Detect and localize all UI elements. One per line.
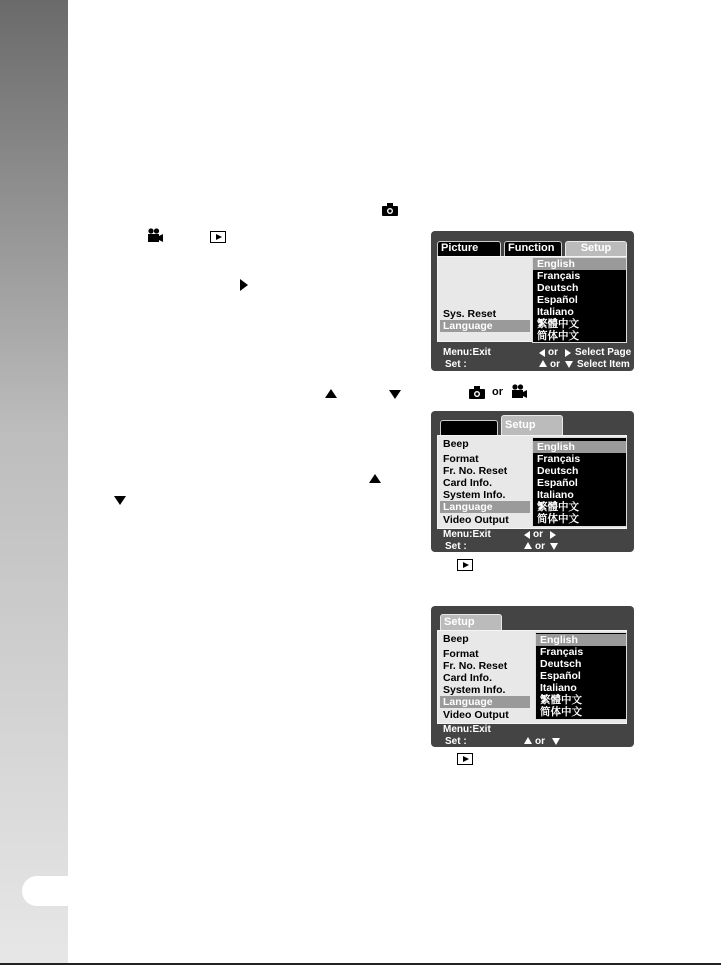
language-option[interactable]: 简体中文 — [537, 513, 579, 525]
menu-item-language[interactable]: Language — [440, 696, 530, 708]
menu-tabs — [440, 420, 566, 435]
language-option[interactable]: English — [536, 634, 626, 646]
up-arrow-icon — [524, 542, 532, 549]
up-arrow-icon — [369, 474, 381, 483]
left-arrow-icon — [539, 349, 545, 357]
menu-item-beep[interactable]: Beep — [443, 438, 469, 450]
left-arrow-icon — [524, 531, 530, 539]
right-arrow-icon — [565, 349, 571, 357]
language-option[interactable]: Français — [537, 453, 581, 465]
tab-function[interactable]: Function — [504, 241, 562, 256]
movie-camera-icon — [510, 384, 527, 399]
menu-exit-label: Menu:Exit — [443, 529, 491, 540]
menu-item-card-info[interactable]: Card Info. — [443, 672, 492, 684]
language-list — [532, 437, 627, 527]
or-label: or — [550, 359, 560, 370]
camera-icon — [382, 203, 398, 216]
language-option[interactable]: Deutsch — [540, 658, 582, 670]
language-option[interactable]: Italiano — [540, 682, 577, 694]
menu-item-language[interactable]: Language — [440, 320, 530, 332]
movie-camera-icon — [146, 228, 163, 243]
menu-item-fr-no-reset[interactable]: Fr. No. Reset — [443, 465, 508, 477]
menu-item-format[interactable]: Format — [443, 648, 479, 660]
set-label: Set : — [445, 736, 467, 747]
select-page-label: Select Page — [575, 347, 632, 358]
language-option[interactable]: Español — [540, 670, 581, 682]
menu-exit-label: Menu:Exit — [443, 724, 491, 735]
down-arrow-icon — [552, 738, 560, 745]
menu-item-language[interactable]: Language — [440, 501, 530, 513]
menu-tabs — [437, 241, 630, 256]
playback-icon — [457, 559, 473, 571]
language-option[interactable]: English — [533, 441, 626, 453]
menu-item-video-output[interactable]: Video Output — [443, 709, 509, 721]
language-option[interactable]: Español — [537, 477, 578, 489]
language-option[interactable]: Español — [537, 294, 578, 306]
page-number-tab — [22, 876, 68, 906]
camera-screen-setup-2 — [431, 411, 634, 552]
language-option[interactable]: 繁體中文 — [537, 318, 579, 330]
up-arrow-icon — [524, 737, 532, 744]
page-sidebar — [0, 0, 68, 965]
or-label: or — [548, 347, 558, 358]
menu-exit-label: Menu:Exit — [443, 347, 491, 358]
language-option[interactable]: Deutsch — [537, 282, 579, 294]
or-label: or — [533, 529, 543, 540]
tab-setup[interactable]: Setup — [440, 614, 502, 630]
language-option[interactable]: 繁體中文 — [537, 501, 579, 513]
tab-setup[interactable]: Setup — [565, 241, 627, 256]
menu-item-fr-no-reset[interactable]: Fr. No. Reset — [443, 660, 508, 672]
up-arrow-icon — [325, 389, 337, 398]
language-option[interactable]: Deutsch — [537, 465, 579, 477]
menu-item-system-info[interactable]: System Info. — [443, 684, 506, 696]
language-list — [532, 257, 627, 343]
down-arrow-icon — [389, 390, 401, 399]
set-label: Set : — [445, 541, 467, 552]
select-item-label: Select Item — [577, 359, 630, 370]
tab-setup[interactable]: Setup — [501, 415, 563, 435]
playback-icon — [210, 231, 226, 243]
camera-icon — [469, 386, 485, 399]
or-label: or — [535, 736, 545, 747]
down-arrow-icon — [550, 543, 558, 550]
language-option[interactable]: 简体中文 — [537, 330, 579, 342]
language-option[interactable]: English — [533, 258, 626, 270]
or-label: or — [535, 541, 545, 552]
language-list — [535, 632, 627, 720]
language-option[interactable]: Français — [540, 646, 584, 658]
language-option[interactable]: 简体中文 — [540, 706, 582, 718]
language-option[interactable]: Italiano — [537, 489, 574, 501]
right-arrow-icon — [240, 279, 248, 291]
up-arrow-icon — [539, 360, 547, 367]
camera-screen-setup-1 — [431, 231, 634, 371]
down-arrow-icon — [114, 496, 126, 505]
set-label: Set : — [445, 359, 467, 370]
menu-item-format[interactable]: Format — [443, 453, 479, 465]
camera-screen-setup-3 — [431, 606, 634, 747]
playback-icon — [457, 753, 473, 765]
or-caption: or — [492, 386, 503, 398]
language-option[interactable]: Français — [537, 270, 581, 282]
tab-picture[interactable]: Picture — [437, 241, 501, 256]
menu-tabs — [440, 614, 505, 630]
down-arrow-icon — [565, 361, 573, 368]
menu-item-beep[interactable]: Beep — [443, 633, 469, 645]
menu-item-card-info[interactable]: Card Info. — [443, 477, 492, 489]
right-arrow-icon — [550, 531, 556, 539]
tab-blank[interactable] — [440, 420, 498, 435]
language-option[interactable]: Italiano — [537, 306, 574, 318]
menu-item-video-output[interactable]: Video Output — [443, 514, 509, 526]
menu-item-sys-reset[interactable]: Sys. Reset — [443, 308, 497, 320]
language-option[interactable]: 繁體中文 — [540, 694, 582, 706]
menu-item-system-info[interactable]: System Info. — [443, 489, 506, 501]
